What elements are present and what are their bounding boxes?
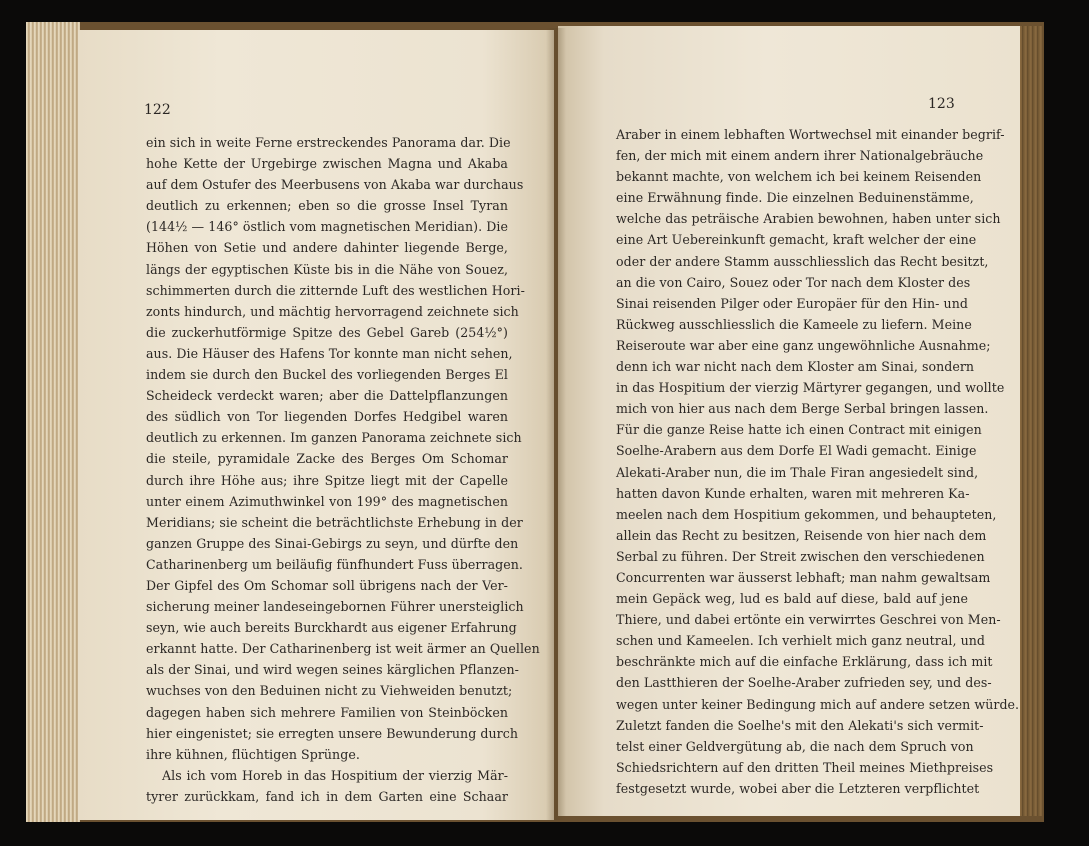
- text-line: in das Hospitium der vierzig Märtyrer gegangen, und wollte: [616, 380, 1005, 396]
- text-line: Thiere, und dabei ertönte ein verwirrtes Geschrei von Men-: [616, 612, 1001, 628]
- text-line: seyn, wie auch bereits Burckhardt aus eigener Erfahrung: [146, 620, 517, 636]
- text-line: Alekati-Araber nun, die im Thale Firan angesiedelt sind,: [616, 464, 979, 480]
- text-line: dagegen haben sich mehrere Familien von Steinböcken: [146, 704, 508, 720]
- left-page: [78, 30, 554, 820]
- text-line: an die von Cairo, Souez oder Tor nach dem Kloster des: [616, 274, 971, 290]
- text-line: Meridians; sie scheint die beträchtlichste Erhebung in der: [146, 514, 523, 530]
- text-line: aus. Die Häuser des Hafens Tor konnte man nicht sehen,: [146, 345, 513, 361]
- text-line: Höhen von Setie und andere dahinter liegende Berge,: [146, 240, 508, 256]
- text-line: Soelhe-Arabern aus dem Dorfe El Wadi gemacht. Einige: [616, 443, 977, 459]
- text-line: mein Gepäck weg, lud es bald auf diese, bald auf jene: [616, 591, 968, 607]
- text-line: Für die ganze Reise hatte ich einen Contract mit einigen: [616, 422, 982, 438]
- text-line: durch ihre Höhe aus; ihre Spitze liegt mit der Capelle: [146, 472, 508, 488]
- text-line: festgesetzt wurde, wobei aber die Letzteren verpflichtet: [616, 780, 980, 796]
- text-line: denn ich war nicht nach dem Kloster am Sinai, sondern: [616, 359, 975, 375]
- text-line: welche das peträische Arabien bewohnen, haben unter sich: [616, 211, 1001, 227]
- text-line: Reiseroute war aber eine ganz ungewöhnliche Ausnahme;: [616, 337, 991, 353]
- book-gutter: [546, 28, 566, 820]
- text-line: wuchses von den Beduinen nicht zu Viehweiden benutzt;: [146, 683, 513, 699]
- text-line: telst einer Geldvergütung ab, die nach dem Spruch von: [616, 738, 974, 754]
- right-page: [558, 26, 1020, 816]
- text-line: hohe Kette der Urgebirge zwischen Magna und Akaba: [146, 156, 508, 172]
- text-line: ihre kühnen, flüchtigen Sprünge.: [146, 746, 360, 762]
- text-line: erkannt hatte. Der Catharinenberg ist weit ärmer an Quellen: [146, 641, 540, 657]
- left-page-text: [146, 132, 540, 807]
- text-line: sicherung meiner landeseingebornen Führer unersteiglich: [146, 599, 524, 615]
- text-line: tyrer zurückkam, fand ich in dem Garten eine Schaar: [146, 788, 508, 804]
- text-line: Catharinenberg um beiläufig fünfhundert Fuss überragen.: [146, 556, 523, 572]
- text-line: Zuletzt fanden die Soelhe's mit den Alekati's sich vermit-: [616, 717, 984, 733]
- text-line: die zuckerhutförmige Spitze des Gebel Gareb (254½°): [146, 324, 508, 340]
- text-line: Concurrenten war äusserst lebhaft; man nahm gewaltsam: [616, 569, 991, 585]
- text-line: Araber in einem lebhaften Wortwechsel mit einander begrif-: [616, 127, 1005, 142]
- text-line: als der Sinai, und wird wegen seines kärglichen Pflanzen-: [146, 662, 519, 678]
- page-edges-left: [26, 22, 80, 822]
- text-line: eine Art Uebereinkunft gemacht, kraft welcher der eine: [616, 232, 977, 248]
- text-line: oder der andere Stamm ausschliesslich das Recht besitzt,: [616, 253, 989, 269]
- text-line: hier eingenistet; sie erregten unsere Bewunderung durch: [146, 725, 518, 741]
- text-line: schimmerten durch die zitternde Luft des westlichen Hori-: [146, 282, 525, 298]
- right-page-text: [616, 124, 1020, 799]
- text-line: zonts hindurch, und mächtig hervorragend zeichnete sich: [146, 303, 519, 319]
- text-line: Sinai reisenden Pilger oder Europäer für den Hin- und: [616, 295, 968, 311]
- text-line: die steile, pyramidale Zacke des Berges Om Schomar: [146, 451, 508, 467]
- page-number-left: 122: [144, 102, 171, 118]
- text-line: meelen nach dem Hospitium gekommen, und behaupteten,: [616, 506, 997, 522]
- page-number-right: 123: [928, 96, 955, 112]
- text-line: wegen unter keiner Bedingung mich auf andere setzen würde.: [616, 696, 1020, 712]
- text-line: ein sich in weite Ferne erstreckendes Panorama dar. Die: [146, 135, 511, 150]
- text-line: (144½ — 146° östlich vom magnetischen Meridian). Die: [146, 219, 508, 235]
- text-line: des südlich von Tor liegenden Dorfes Hedgibel waren: [146, 409, 508, 425]
- text-line: schen und Kameelen. Ich verhielt mich ganz neutral, und: [616, 633, 986, 649]
- page-edges-right: [1018, 26, 1042, 816]
- text-line: längs der egyptischen Küste bis in die Nähe von Souez,: [146, 261, 508, 277]
- text-line: indem sie durch den Buckel des vorliegenden Berges El: [146, 367, 508, 383]
- text-line: hatten davon Kunde erhalten, waren mit mehreren Ka-: [616, 485, 970, 501]
- text-line: unter einem Azimuthwinkel von 199° des magnetischen: [146, 493, 508, 509]
- text-line: fen, der mich mit einem andern ihrer Nationalgebräuche: [616, 148, 984, 164]
- text-line: bekannt machte, von welchem ich bei keinem Reisenden: [616, 169, 982, 185]
- text-line: eine Erwähnung finde. Die einzelnen Beduinenstämme,: [616, 190, 974, 206]
- text-line: Rückweg ausschliesslich die Kameele zu liefern. Meine: [616, 316, 972, 332]
- text-line: beschränkte mich auf die einfache Erklärung, dass ich mit: [616, 654, 993, 670]
- text-line: Als ich vom Horeb in das Hospitium der vierzig Mär-: [162, 767, 508, 783]
- text-line: Schiedsrichtern auf den dritten Theil meines Miethpreises: [616, 759, 994, 775]
- text-line: mich von hier aus nach dem Berge Serbal bringen lassen.: [616, 401, 989, 417]
- text-line: ganzen Gruppe des Sinai-Gebirgs zu seyn, und dürfte den: [146, 535, 519, 551]
- text-line: Serbal zu führen. Der Streit zwischen den verschiedenen: [616, 548, 985, 564]
- text-line: allein das Recht zu besitzen, Reisende von hier nach dem: [616, 527, 987, 543]
- text-line: Der Gipfel des Om Schomar soll übrigens nach der Ver-: [146, 577, 508, 593]
- text-line: auf dem Ostufer des Meerbusens von Akaba war durchaus: [146, 177, 524, 193]
- text-line: Scheideck verdeckt waren; aber die Dattelpflanzungen: [146, 388, 508, 404]
- text-line: deutlich zu erkennen; eben so die grosse Insel Tyran: [146, 198, 508, 214]
- text-line: deutlich zu erkennen. Im ganzen Panorama zeichnete sich: [146, 430, 522, 446]
- text-line: den Lastthieren der Soelhe-Araber zufrieden sey, und des-: [616, 675, 992, 691]
